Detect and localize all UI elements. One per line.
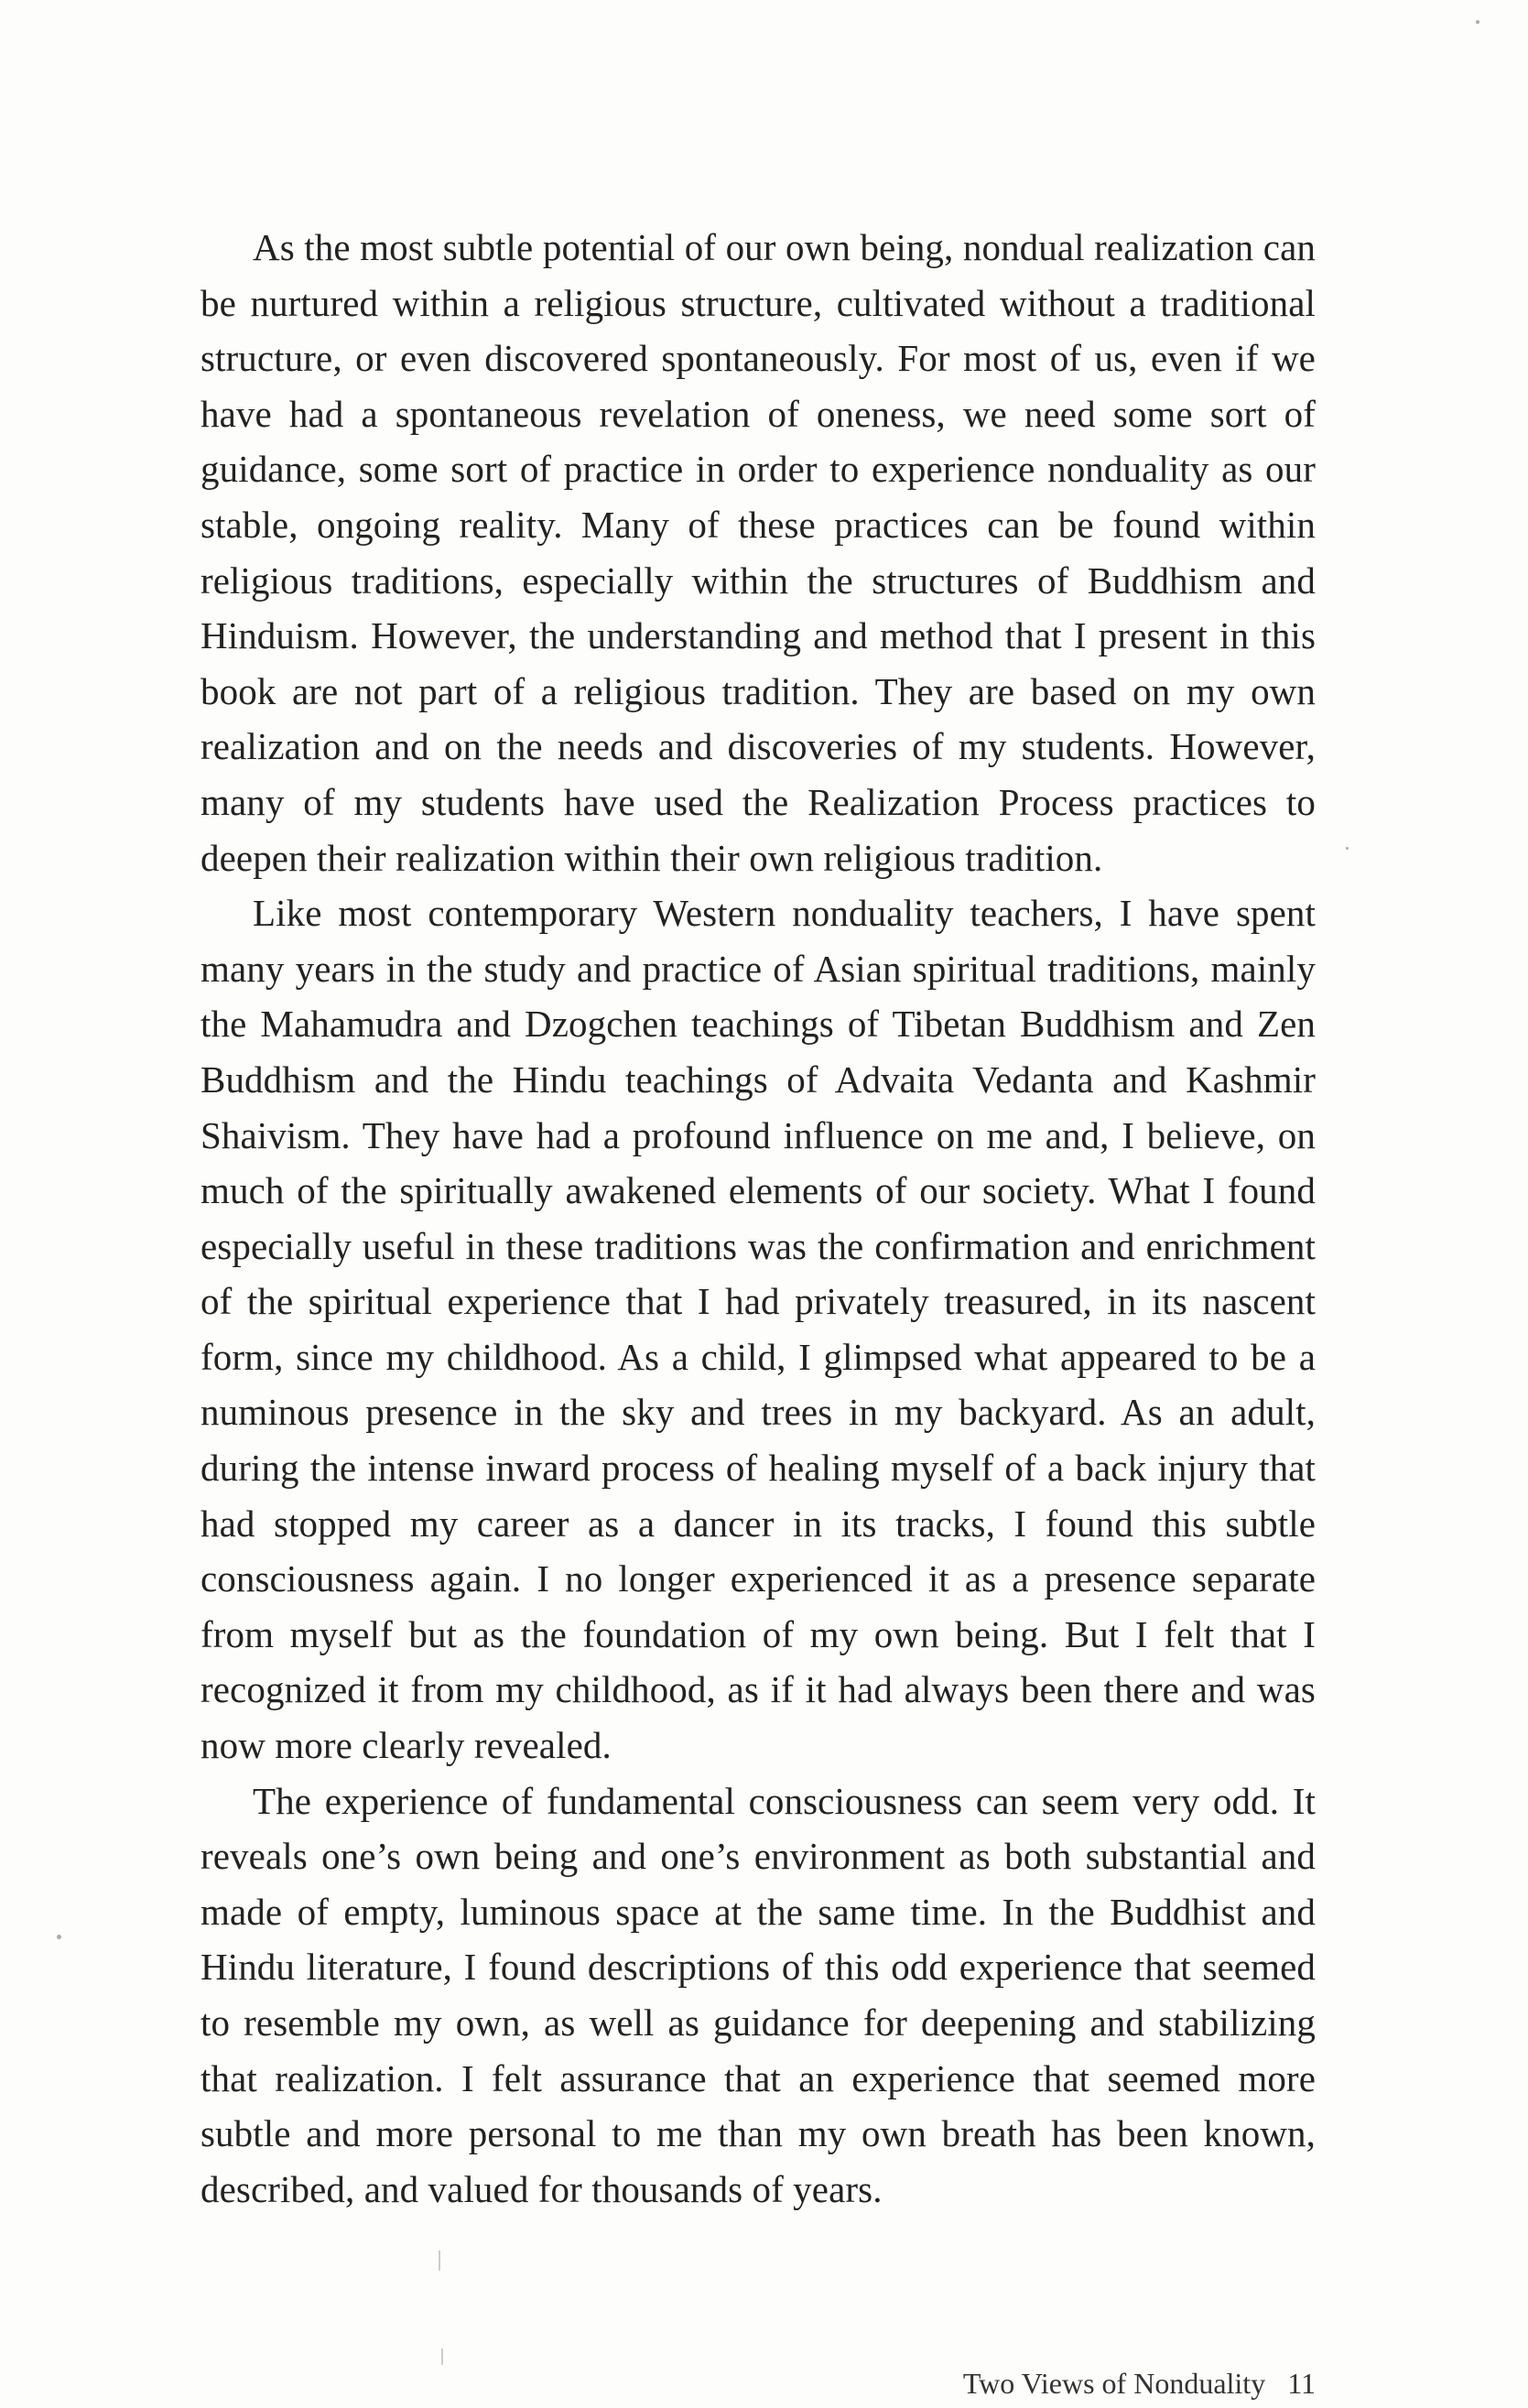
scan-speck — [57, 1935, 61, 1939]
body-text — [200, 220, 1316, 2217]
page-footer — [200, 2365, 1316, 2402]
running-title: Two Views of Nonduality — [962, 2367, 1266, 2400]
scan-speck — [1476, 20, 1479, 24]
paragraph-1: As the most subtle potential of our own being, nondual realization can be nurtured within a religious structure, cultivated without a traditional structure, or even discovered spontaneously. For most of us, even if we have had a spontaneous revelation of oneness, we need some sort of guidance, some sort of practice in order to experience nonduality as our stable, ongoing reality. Many of these practices can be found within religious traditions, especially within the structures of Buddhism and Hinduism. However, the understanding and method that I present in this book are not part of a religious tradition. They are based on my own realization and on the needs and discoveries of my students. However, many of my students have used the Realization Process practices to deepen their realization within their own religious tradition. — [200, 226, 1316, 879]
scan-mark — [439, 2251, 440, 2271]
scan-mark — [441, 2348, 443, 2365]
paragraph-2: Like most contemporary Western nonduality teachers, I have spent many years in the study and practice of Asian spiritual traditions, mainly the Mahamudra and Dzogchen teachings of Tibetan Buddhism and Zen Buddhism and the Hindu teachings of Advaita Vedanta and Kashmir Shaivism. They have had a profound influence on me and, I believe, on much of the spiritually awakened elements of our society. What I found especially useful in these traditions was the confirmation and enrichment of the spiritual experience that I had privately treasured, in its nascent form, since my childhood. As a child, I glimpsed what appeared to be a numinous presence in the sky and trees in my backyard. As an adult, during the intense inward process of healing myself of a back injury that had stopped my career as a dancer in its tracks, I found this subtle consciousness again. I no longer experienced it as a presence separate from myself but as the foundation of my own being. But I felt that I recognized it from my childhood, as if it had always been there and was now more clearly revealed. — [200, 892, 1316, 1767]
scan-speck — [1346, 847, 1349, 850]
page-number: 11 — [1287, 2367, 1316, 2400]
paragraph-3: The experience of fundamental consciousness can seem very odd. It reveals one’s own being and one’s environment as both substantial and made of empty, luminous space at the same time. In the Buddhist and Hindu literature, I found descriptions of this odd experience that seemed to resemble my own, as well as guidance for deepening and stabilizing that realization. I felt assurance that an experience that seemed more subtle and more personal to me than my own breath has been known, described, and valued for thousands of years. — [200, 1779, 1316, 2210]
